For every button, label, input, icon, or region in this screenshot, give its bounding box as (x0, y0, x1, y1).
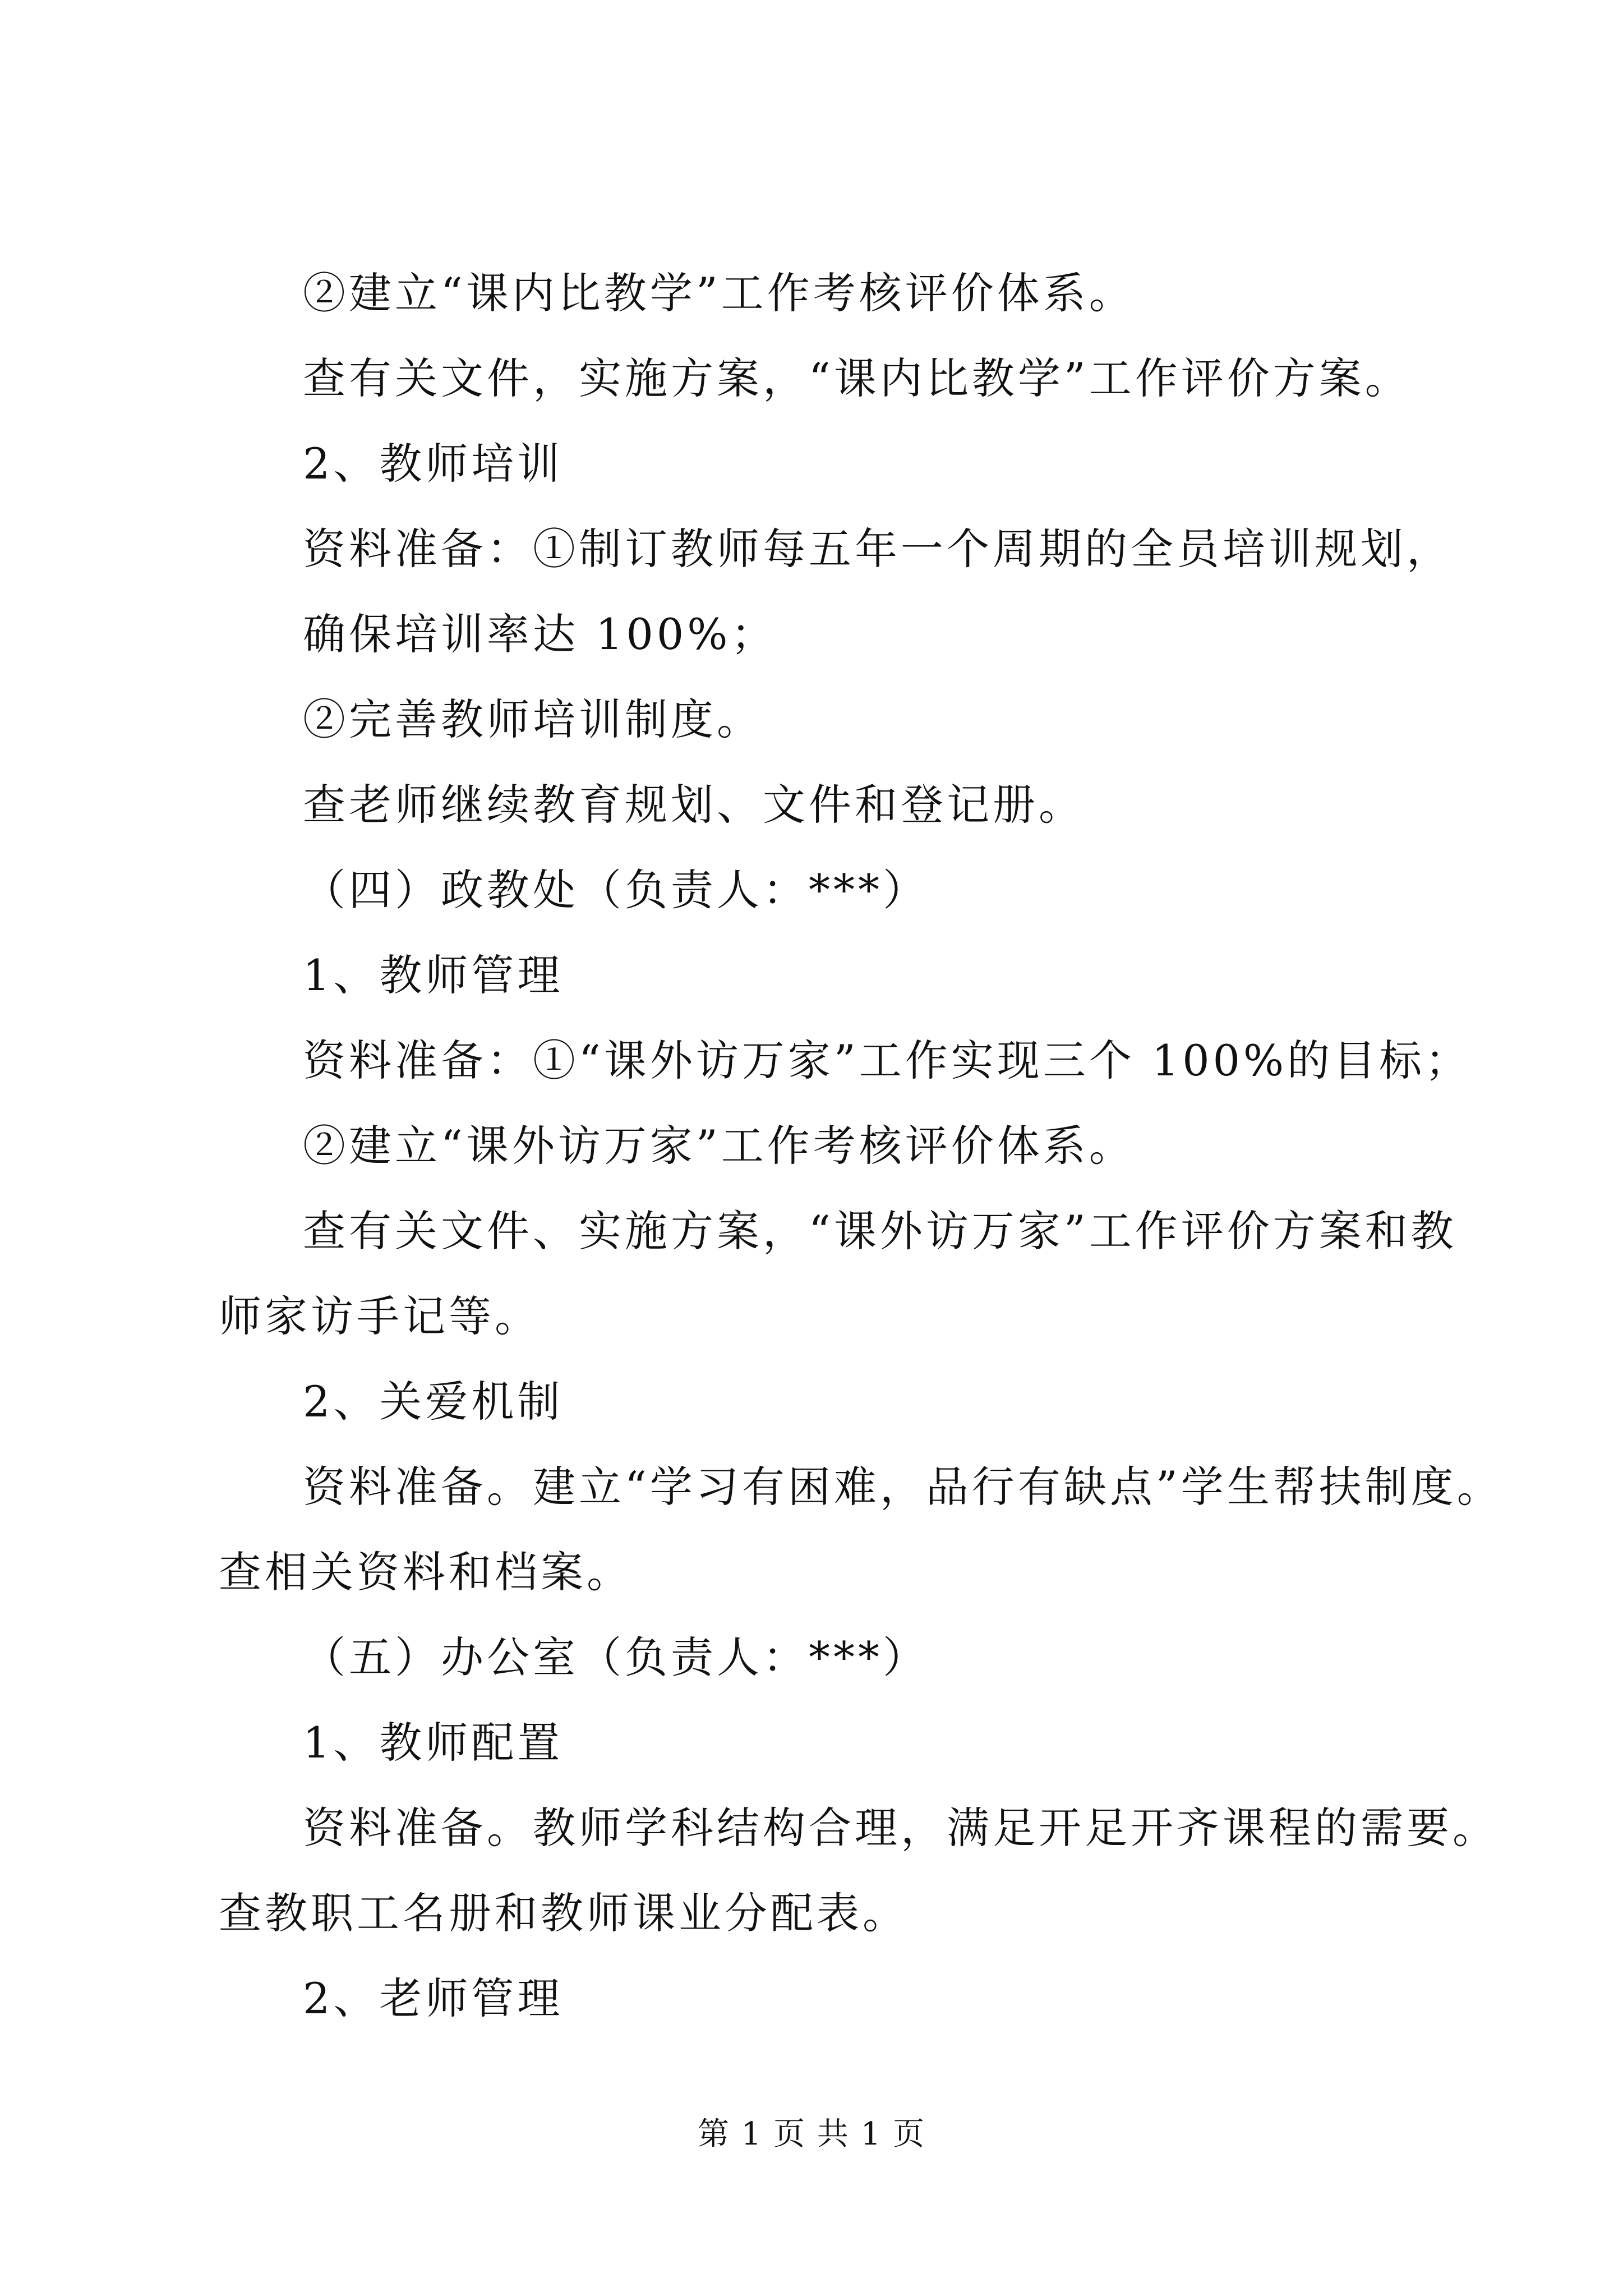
paragraph-line: ②建立“课外访万家”工作考核评价体系。 (303, 1121, 1135, 1171)
paragraph-line: 资料准备。建立“学习有困难，品行有缺点”学生帮扶制度。 (303, 1462, 1503, 1512)
paragraph-line: 资料准备：①制订教师每五年一个周期的全员培训规划， (303, 524, 1453, 574)
paragraph-line: 查有关文件、实施方案，“课外访万家”工作评价方案和教 (303, 1206, 1457, 1256)
paragraph-line: 资料准备：①“课外访万家”工作实现三个 100%的目标； (303, 1036, 1472, 1085)
page-footer: 第 1 页 共 1 页 (697, 2116, 926, 2152)
paragraph-line: ②完善教师培训制度。 (303, 694, 763, 744)
section-heading: 2、教师培训 (303, 439, 564, 489)
section-heading: 1、教师配置 (303, 1718, 564, 1768)
paragraph-line: 查相关资料和档案。 (219, 1547, 633, 1597)
section-heading: 2、老师管理 (303, 1973, 564, 2023)
paragraph-line: 查教职工名册和教师课业分配表。 (219, 1888, 909, 1938)
paragraph-line: 资料准备。教师学科结构合理，满足开足开齐课程的需要。 (303, 1803, 1498, 1853)
paragraph-line: ②建立“课内比教学”工作考核评价体系。 (303, 268, 1135, 318)
paragraph-line: 确保培训率达 100%； (303, 609, 777, 659)
paragraph-line: 师家访手记等。 (219, 1291, 541, 1341)
paragraph-line: 查老师继续教育规划、文件和登记册。 (303, 780, 1085, 830)
section-heading: 1、教师管理 (303, 950, 564, 1000)
section-heading: （四）政教处（负责人：***） (303, 865, 929, 915)
section-heading: （五）办公室（负责人：***） (303, 1632, 929, 1682)
paragraph-line: 查有关文件，实施方案，“课内比教学”工作评价方案。 (303, 353, 1411, 403)
section-heading: 2、关爱机制 (303, 1377, 564, 1427)
